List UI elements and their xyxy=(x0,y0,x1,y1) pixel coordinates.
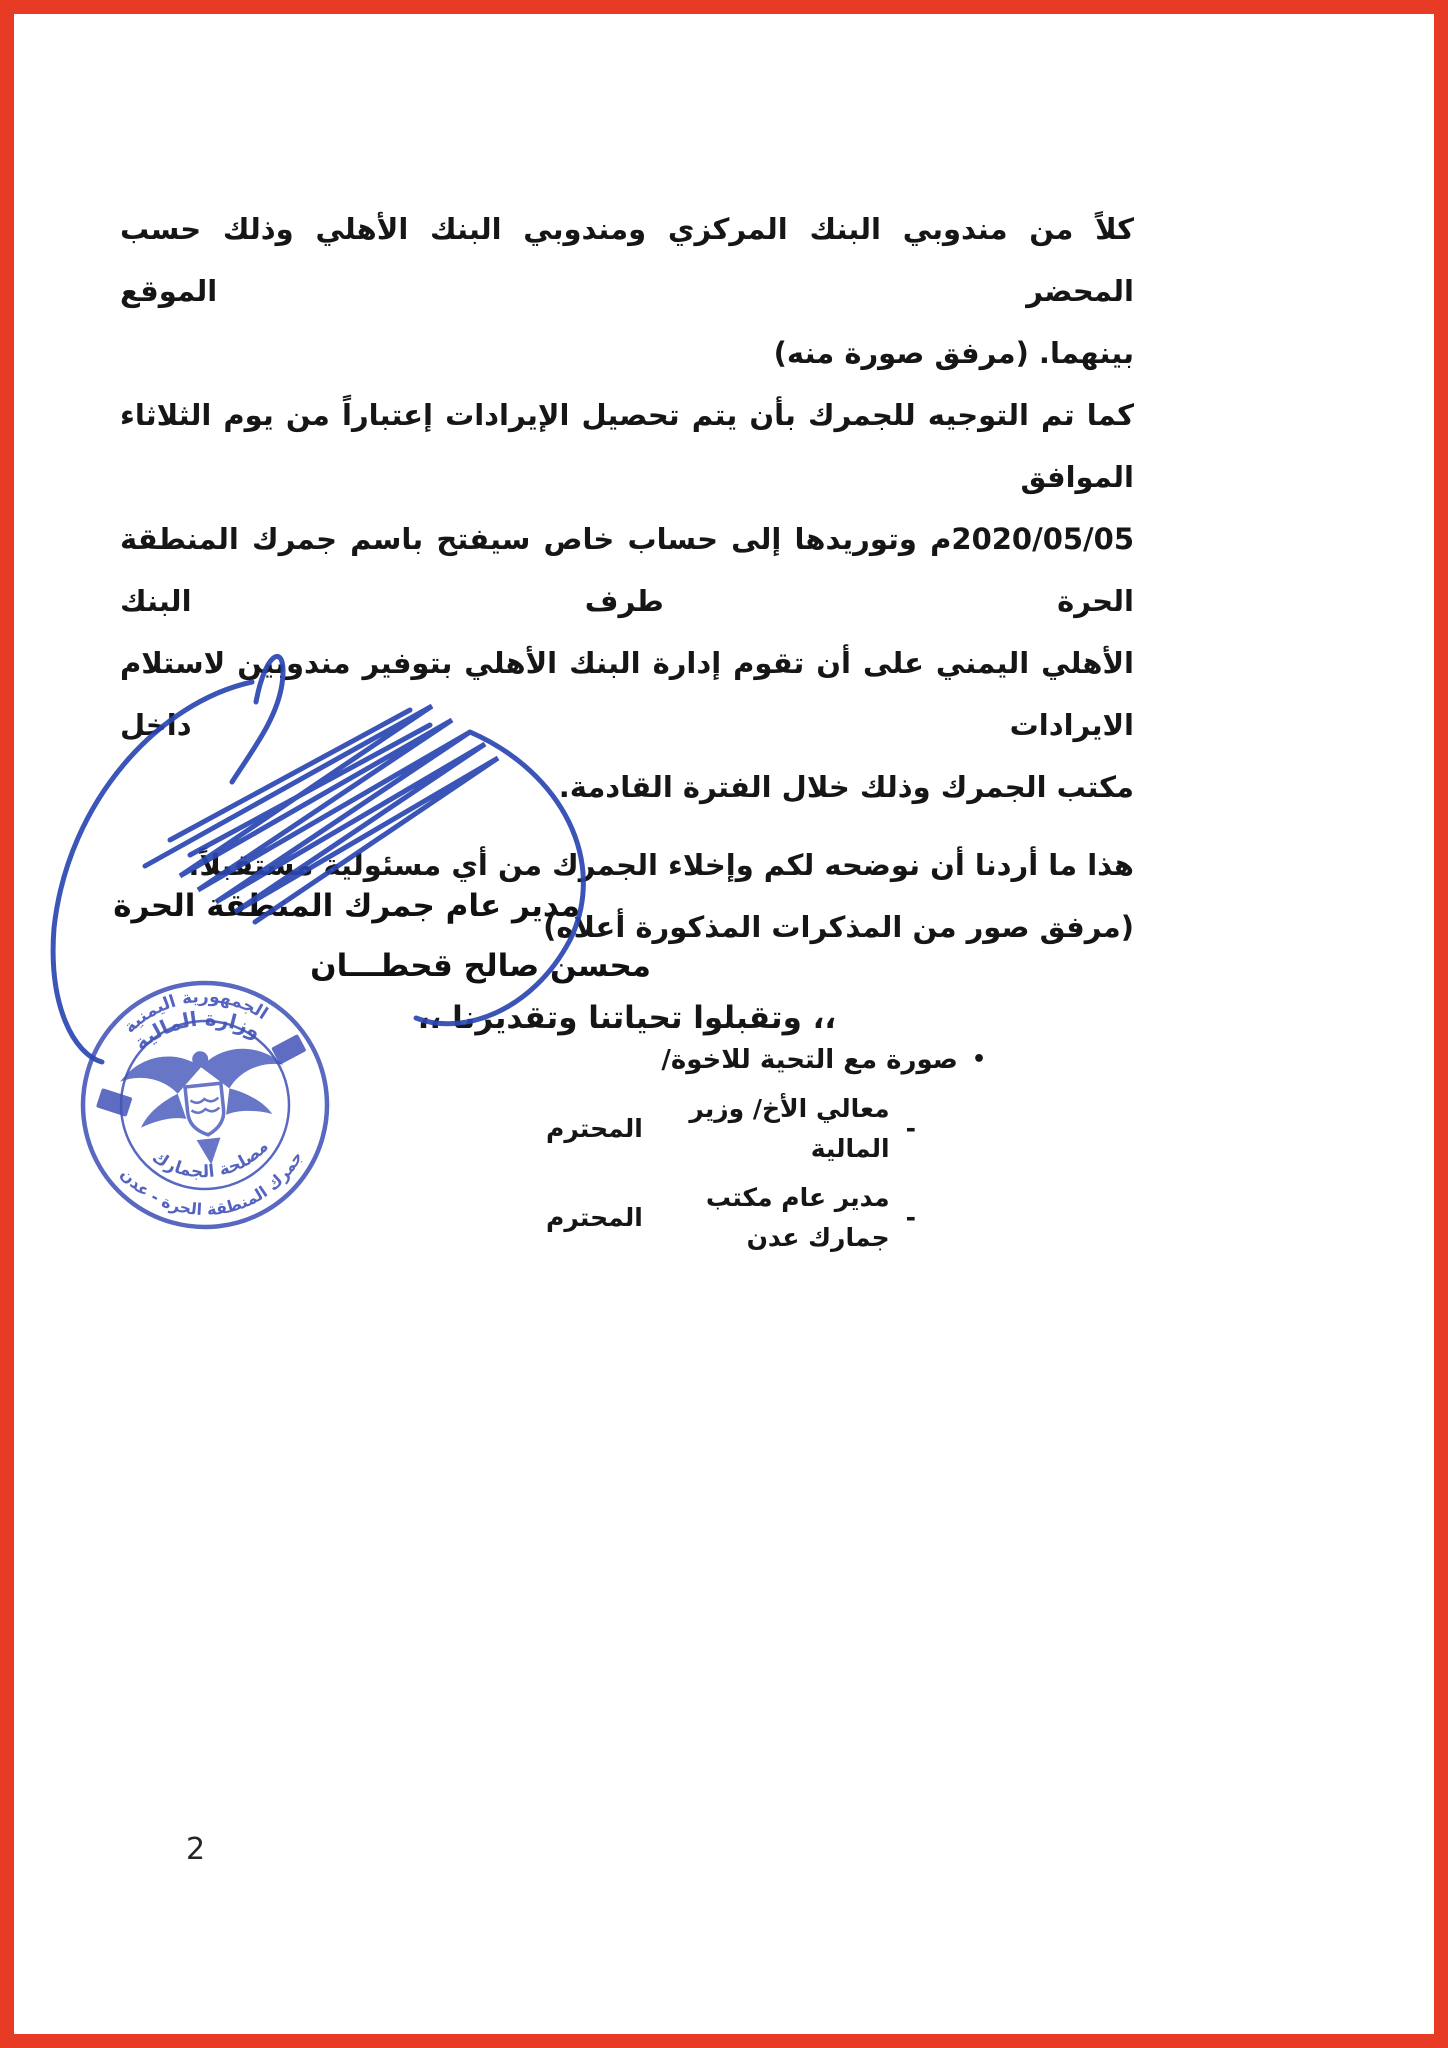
stamp-ring-top-text: الجمهورية اليمنية xyxy=(120,986,272,1038)
closing-salutation: ،، وتقبلوا تحياتنا وتقديرنا ،، xyxy=(417,1000,837,1036)
signer-name: محسن صالح قحطـــان xyxy=(310,948,651,984)
body-line-3: كما تم التوجيه للجمرك بأن يتم تحصيل الإيرادات إعتباراً من يوم الثلاثاء الموافق xyxy=(120,398,1134,494)
dash-icon: - xyxy=(905,1203,916,1232)
dash-icon: - xyxy=(905,1114,916,1143)
body-line-2: بينهما. (مرفق صورة منه) xyxy=(773,336,1134,370)
body-line-8: (مرفق صور من المذكرات المذكورة أعلاه) xyxy=(543,910,1134,944)
cc-recipient: معالي الأخ/ وزير المالية xyxy=(689,1094,890,1163)
stamp-authority-text: مصلحة الجمارك xyxy=(148,1136,273,1183)
page-number: 2 xyxy=(186,1832,206,1867)
cc-item-row xyxy=(540,1178,986,1258)
body-line-4: 2020/05/05م وتوريدها إلى حساب خاص سيفتح باسم جمرك المنطقة الحرة طرف البنك xyxy=(120,522,1134,618)
cc-item-row xyxy=(540,1089,986,1169)
bullet-icon: • xyxy=(971,1047,986,1072)
cc-recipient: مدير عام مكتب جمارك عدن xyxy=(705,1183,890,1252)
cc-honorific: المحترم xyxy=(546,1203,643,1232)
cc-block xyxy=(540,1040,986,1258)
stamp-ring-bottom-text: جمرك المنطقة الحرة - عدن xyxy=(116,1147,307,1220)
signature-scribble-icon xyxy=(30,640,790,1070)
stamp-left-mark xyxy=(96,1088,133,1117)
stamp-ministry-text: وزارة المالية xyxy=(128,1006,266,1055)
body-line-1: كلاً من مندوبي البنك المركزي ومندوبي البنك الأهلي وذلك حسب المحضر الموقع xyxy=(120,212,1134,308)
signer-title: مدير عام جمرك المنطقة الحرة xyxy=(113,888,580,924)
body-line-7: هذا ما أردنا أن نوضحه لكم وإخلاء الجمرك من أي مسئولية مستقبلاً. xyxy=(188,848,1134,882)
body-line-6: مكتب الجمرك وذلك خلال الفترة القادمة. xyxy=(558,770,1134,804)
cc-header-label: صورة مع التحية للاخوة/ xyxy=(661,1045,958,1075)
body-line-5: الأهلي اليمني على أن تقوم إدارة البنك الأهلي بتوفير مندوبين لاستلام الايرادات داخل xyxy=(120,646,1134,742)
cc-honorific: المحترم xyxy=(546,1114,643,1143)
